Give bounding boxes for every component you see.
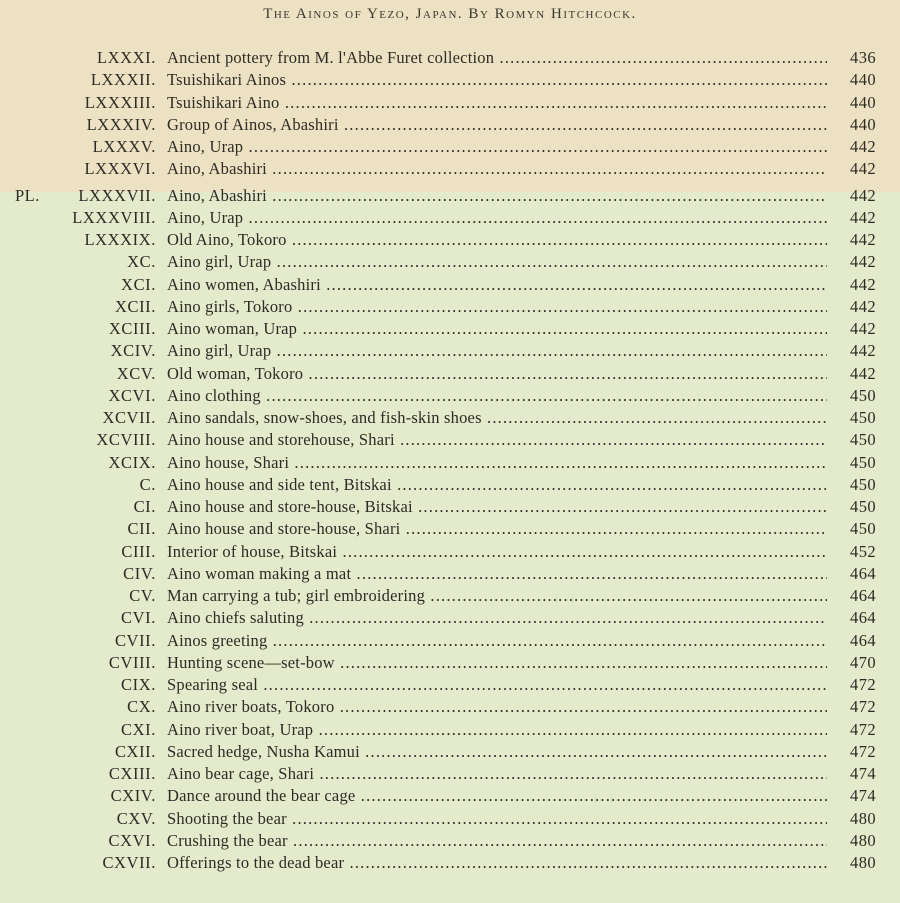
page-number: 472 bbox=[850, 675, 876, 694]
list-item bbox=[0, 763, 900, 785]
plate-number: CVII. bbox=[114, 631, 156, 650]
page-number: 450 bbox=[850, 475, 876, 494]
plate-number: XCIV. bbox=[110, 341, 156, 360]
page-number: 440 bbox=[850, 115, 876, 134]
page-number: 440 bbox=[850, 93, 876, 112]
plate-number: LXXXIII. bbox=[84, 93, 156, 112]
list-item bbox=[0, 630, 900, 652]
page-number: 442 bbox=[850, 159, 876, 178]
list-item bbox=[0, 318, 900, 340]
list-item bbox=[0, 385, 900, 407]
page-number: 480 bbox=[850, 831, 876, 850]
list-item bbox=[0, 340, 900, 362]
list-item bbox=[0, 808, 900, 830]
list-item bbox=[0, 274, 900, 296]
plate-title: Aino house and store-house, Bitskai ..... bbox=[167, 496, 827, 518]
plate-number: LXXXV. bbox=[92, 137, 156, 156]
plate-number: CX. bbox=[127, 697, 156, 716]
list-item bbox=[0, 652, 900, 674]
plate-number: XCV. bbox=[116, 364, 156, 383]
list-item bbox=[0, 496, 900, 518]
list-item bbox=[0, 136, 900, 158]
list-item bbox=[0, 785, 900, 807]
plate-title: Aino house and store-house, Shari ..... bbox=[167, 518, 827, 540]
plate-title: Aino girl, Urap ..... bbox=[167, 251, 827, 273]
plate-title: Aino bear cage, Shari ..... bbox=[167, 763, 827, 785]
page-number: 436 bbox=[850, 48, 876, 67]
page-number: 442 bbox=[850, 364, 876, 383]
plate-title: Aino chiefs saluting ..... bbox=[167, 607, 827, 629]
plate-number: CVIII. bbox=[108, 653, 156, 672]
plate-number: XCVIII. bbox=[96, 430, 156, 449]
page-number: 450 bbox=[850, 408, 876, 427]
list-item bbox=[0, 251, 900, 273]
plate-title: Group of Ainos, Abashiri ..... bbox=[167, 114, 827, 136]
list-item bbox=[0, 830, 900, 852]
plate-title: Aino girls, Tokoro ..... bbox=[167, 296, 827, 318]
plate-number: XCVII. bbox=[102, 408, 156, 427]
list-item bbox=[0, 92, 900, 114]
page-number: 450 bbox=[850, 497, 876, 516]
list-item bbox=[0, 674, 900, 696]
plate-number: LXXXI. bbox=[96, 48, 156, 67]
list-item bbox=[0, 114, 900, 136]
page-number: 464 bbox=[850, 631, 876, 650]
plate-number: CXIII. bbox=[108, 764, 156, 783]
list-item bbox=[0, 719, 900, 741]
plate-title: Aino, Urap ..... bbox=[167, 207, 827, 229]
list-item bbox=[0, 296, 900, 318]
page-number: 442 bbox=[850, 252, 876, 271]
list-item bbox=[0, 158, 900, 180]
page-number: 474 bbox=[850, 786, 876, 805]
plate-title: Aino, Abashiri ..... bbox=[167, 158, 827, 180]
plate-title: Sacred hedge, Nusha Kamui ..... bbox=[167, 741, 827, 763]
running-header: The Ainos of Yezo, Japan. By Romyn Hitchcock. bbox=[263, 6, 637, 22]
page-number: 472 bbox=[850, 697, 876, 716]
plate-title: Offerings to the dead bear ..... bbox=[167, 852, 827, 874]
page-number: 472 bbox=[850, 720, 876, 739]
plate-number: C. bbox=[139, 475, 156, 494]
page-number: 442 bbox=[850, 230, 876, 249]
list-item bbox=[0, 741, 900, 763]
plate-title: Aino woman making a mat ..... bbox=[167, 563, 827, 585]
plate-title: Aino sandals, snow-shoes, and fish-skin shoes ..... bbox=[167, 407, 827, 429]
plate-title: Aino women, Abashiri ..... bbox=[167, 274, 827, 296]
page-number: 442 bbox=[850, 186, 876, 205]
plate-number: CI. bbox=[133, 497, 156, 516]
plate-title: Aino clothing ..... bbox=[167, 385, 827, 407]
page-number: 450 bbox=[850, 386, 876, 405]
plate-number: LXXXIX. bbox=[84, 230, 156, 249]
page-number: 442 bbox=[850, 297, 876, 316]
page-number: 450 bbox=[850, 519, 876, 538]
list-item bbox=[0, 607, 900, 629]
plate-title: Aino, Abashiri ..... bbox=[167, 185, 827, 207]
page-number: 480 bbox=[850, 809, 876, 828]
page-number: 464 bbox=[850, 586, 876, 605]
list-item bbox=[0, 207, 900, 229]
page-number: 480 bbox=[850, 853, 876, 872]
page-number: 442 bbox=[850, 137, 876, 156]
page-number: 442 bbox=[850, 319, 876, 338]
list-item bbox=[0, 852, 900, 874]
plate-number: CXIV. bbox=[110, 786, 156, 805]
plate-number: XCII. bbox=[114, 297, 156, 316]
page-number: 442 bbox=[850, 341, 876, 360]
plate-number: CXVI. bbox=[108, 831, 156, 850]
page-number: 442 bbox=[850, 275, 876, 294]
plate-number: XC. bbox=[127, 252, 156, 271]
plate-title: Old woman, Tokoro ..... bbox=[167, 363, 827, 385]
plate-number: CVI. bbox=[121, 608, 156, 627]
plate-number: XCI. bbox=[121, 275, 156, 294]
list-item bbox=[0, 407, 900, 429]
plate-number: CXI. bbox=[121, 720, 156, 739]
plate-title: Aino river boat, Urap ..... bbox=[167, 719, 827, 741]
plate-number: CXV. bbox=[116, 809, 156, 828]
plate-number: XCIX. bbox=[108, 453, 156, 472]
list-item bbox=[0, 563, 900, 585]
plate-title: Ainos greeting ..... bbox=[167, 630, 827, 652]
plate-number: CII. bbox=[127, 519, 156, 538]
plate-number: XCIII. bbox=[108, 319, 156, 338]
page-number: 464 bbox=[850, 564, 876, 583]
list-item bbox=[0, 541, 900, 563]
list-item bbox=[0, 429, 900, 451]
plate-title: Man carrying a tub; girl embroidering ..... bbox=[167, 585, 827, 607]
plate-title: Dance around the bear cage ..... bbox=[167, 785, 827, 807]
plate-number: CXVII. bbox=[102, 853, 156, 872]
plate-title: Interior of house, Bitskai ..... bbox=[167, 541, 827, 563]
plate-number: CIV. bbox=[123, 564, 156, 583]
plate-title: Tsuishikari Ainos ..... bbox=[167, 69, 827, 91]
page-number: 474 bbox=[850, 764, 876, 783]
list-item bbox=[0, 585, 900, 607]
plate-title: Aino house and side tent, Bitskai ..... bbox=[167, 474, 827, 496]
list-item bbox=[0, 185, 900, 207]
page-number: 450 bbox=[850, 430, 876, 449]
plate-title: Tsuishikari Aino ..... bbox=[167, 92, 827, 114]
plate-title: Aino girl, Urap ..... bbox=[167, 340, 827, 362]
plate-title: Spearing seal ..... bbox=[167, 674, 827, 696]
plate-title: Aino woman, Urap ..... bbox=[167, 318, 827, 340]
list-item bbox=[0, 474, 900, 496]
plate-number: CXII. bbox=[114, 742, 156, 761]
list-item bbox=[0, 363, 900, 385]
plate-title: Ancient pottery from M. l'Abbe Furet collection ..... bbox=[167, 47, 827, 69]
plate-title: Shooting the bear ..... bbox=[167, 808, 827, 830]
list-item bbox=[0, 696, 900, 718]
plate-number: LXXXII. bbox=[90, 70, 156, 89]
plate-number: LXXXVIII. bbox=[72, 208, 156, 227]
page-number: 470 bbox=[850, 653, 876, 672]
plate-number: CIII. bbox=[121, 542, 156, 561]
plate-number: CIX. bbox=[121, 675, 156, 694]
page-number: 464 bbox=[850, 608, 876, 627]
list-item bbox=[0, 518, 900, 540]
list-item bbox=[0, 229, 900, 251]
plate-number: LXXXVI. bbox=[84, 159, 156, 178]
list-item bbox=[0, 69, 900, 91]
plate-title: Aino house and storehouse, Shari ..... bbox=[167, 429, 827, 451]
plate-prefix: PL. bbox=[15, 186, 40, 205]
page-number: 440 bbox=[850, 70, 876, 89]
plate-title: Aino house, Shari ..... bbox=[167, 452, 827, 474]
list-item bbox=[0, 452, 900, 474]
page-number: 472 bbox=[850, 742, 876, 761]
plate-number: XCVI. bbox=[108, 386, 156, 405]
plate-title: Aino, Urap ..... bbox=[167, 136, 827, 158]
plate-number: LXXXIV. bbox=[86, 115, 156, 134]
page-number: 442 bbox=[850, 208, 876, 227]
plate-number: LXXXVII. bbox=[78, 186, 156, 205]
page-number: 452 bbox=[850, 542, 876, 561]
plate-title: Old Aino, Tokoro ..... bbox=[167, 229, 827, 251]
list-item bbox=[0, 47, 900, 69]
plate-number: CV. bbox=[129, 586, 156, 605]
plate-title: Crushing the bear ..... bbox=[167, 830, 827, 852]
page-number: 450 bbox=[850, 453, 876, 472]
plate-title: Hunting scene—set-bow ..... bbox=[167, 652, 827, 674]
plate-title: Aino river boats, Tokoro ..... bbox=[167, 696, 827, 718]
